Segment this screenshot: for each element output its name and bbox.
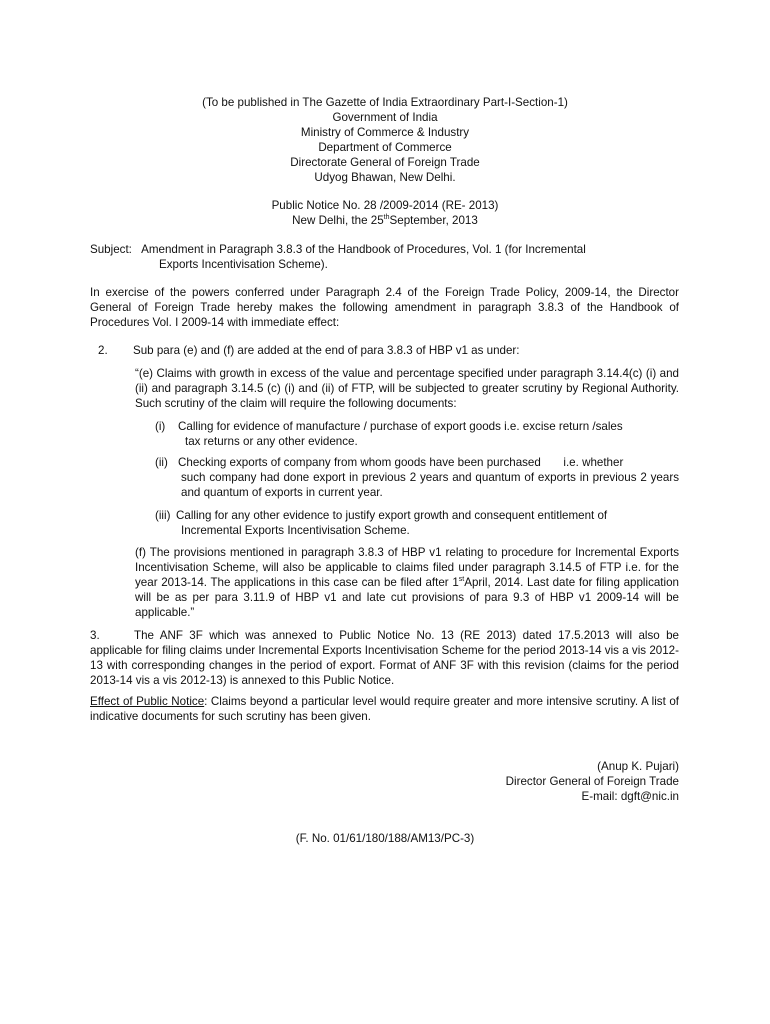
file-number: (F. No. 01/61/180/188/AM13/PC-3) — [295, 832, 475, 845]
effect-text: : Claims beyond a particular level would require greater and more intensive scrutiny. A list of indicative documents for such scrutiny has been given. — [90, 695, 680, 723]
item-rest: Incremental Exports Incentivisation Scheme. — [181, 524, 410, 537]
item-line1: Calling for any other evidence to justify export growth and consequent entitlement of — [176, 509, 608, 522]
header-line: Udyog Bhawan, New Delhi. — [314, 171, 456, 184]
date-suffix: September, 2013 — [389, 214, 478, 227]
header-line: Ministry of Commerce & Industry — [300, 126, 470, 139]
subject-block — [90, 242, 690, 272]
item-i — [178, 419, 679, 449]
notice-block — [90, 198, 680, 228]
item-rest: tax returns or any other evidence. — [185, 435, 358, 448]
item-line1: Calling for evidence of manufacture / purchase of export goods i.e. excise return /sales — [178, 420, 623, 433]
signature-block — [380, 759, 679, 804]
sub-para-e: “(e) Claims with growth in excess of the value and percentage specified under paragraph 3.14.4(c) (i) and (ii) and paragraph 3.14.5 (c) (i) and (ii) of FTP, will be subjected to greater scrutiny by Regional Authority. Such scrutiny of the claim will require the following documents: — [135, 367, 679, 410]
subject-line2: Exports Incentivisation Scheme). — [159, 258, 328, 271]
para3-text: The ANF 3F which was annexed to Public Notice No. 13 (RE 2013) dated 17.5.2013 will also be applicable for filing claims under Incremental Exports Incentivisation Scheme for the period 2013-14 vis a vis 2012-13 with corresponding changes in the period of export. Format of ANF 3F with this revision (claims for the period 2013-14 vis a vis 2012-13) is annexed to this Public Notice. — [90, 629, 679, 687]
signatory-email: E-mail: dgft@nic.in — [581, 790, 679, 803]
f-part1: (f) The provisions mentioned in paragraph 3.8.3 of HBP v1 relating to procedure for Incremental Exports Incentivisation Scheme, will also be applicable to claims filed under paragraph 3.14.5 of FTP i.e. for the year 2013-14. The applications in this case can be filed after 1 — [135, 546, 679, 589]
date-sup: th — [383, 214, 390, 222]
f-part2: April, 2014. Last date for filing application will be as per para 3.11.9 of HBP v1 and late cut provisions of para 9.3 of HBP v1 2009-14 will be applicable.” — [135, 576, 680, 619]
sub-para-f — [135, 545, 679, 620]
header-line: (To be published in The Gazette of India Extraordinary Part-I-Section-1) — [202, 96, 568, 109]
date-prefix: New Delhi, the 25 — [292, 214, 384, 227]
header-line: Department of Commerce — [318, 141, 452, 154]
para3-number: 3. — [90, 629, 100, 642]
intro-paragraph: In exercise of the powers conferred under Paragraph 2.4 of the Foreign Trade Policy, 2009-14, the Director General of Foreign Trade hereby makes the following amendment in paragraph 3.8.3 of the Handbook of Procedures Vol. I 2009-14 with immediate effect: — [90, 286, 679, 329]
item-iii — [176, 508, 679, 538]
para2-number: 2. — [98, 344, 108, 357]
header-line: Directorate General of Foreign Trade — [290, 156, 480, 169]
notice-number: Public Notice No. 28 /2009-2014 (RE- 2013) — [271, 199, 499, 212]
signatory-title: Director General of Foreign Trade — [505, 775, 679, 788]
effect-paragraph — [90, 694, 679, 724]
item-line1: Checking exports of company from whom goods have been purchased i.e. whether — [178, 456, 624, 469]
f-sup: st — [458, 576, 465, 584]
subject-label: Subject: — [90, 243, 132, 256]
signatory-name: (Anup K. Pujari) — [597, 760, 679, 773]
item-rest: such company had done export in previous 2 years and quantum of exports in previous 2 years and quantum of exports in current year. — [181, 471, 679, 499]
item-number: (iii) — [155, 509, 171, 522]
para2-text: Sub para (e) and (f) are added at the end of para 3.8.3 of HBP v1 as under: — [133, 344, 520, 357]
item-ii — [178, 455, 679, 500]
notice-date — [90, 213, 680, 228]
item-number: (ii) — [155, 456, 168, 469]
subject-line1: Amendment in Paragraph 3.8.3 of the Handbook of Procedures, Vol. 1 (for Incremental — [141, 243, 586, 256]
effect-label: Effect of Public Notice — [90, 695, 205, 708]
header-line: Government of India — [332, 111, 438, 124]
item-number: (i) — [155, 420, 166, 433]
gazette-header — [90, 95, 680, 185]
